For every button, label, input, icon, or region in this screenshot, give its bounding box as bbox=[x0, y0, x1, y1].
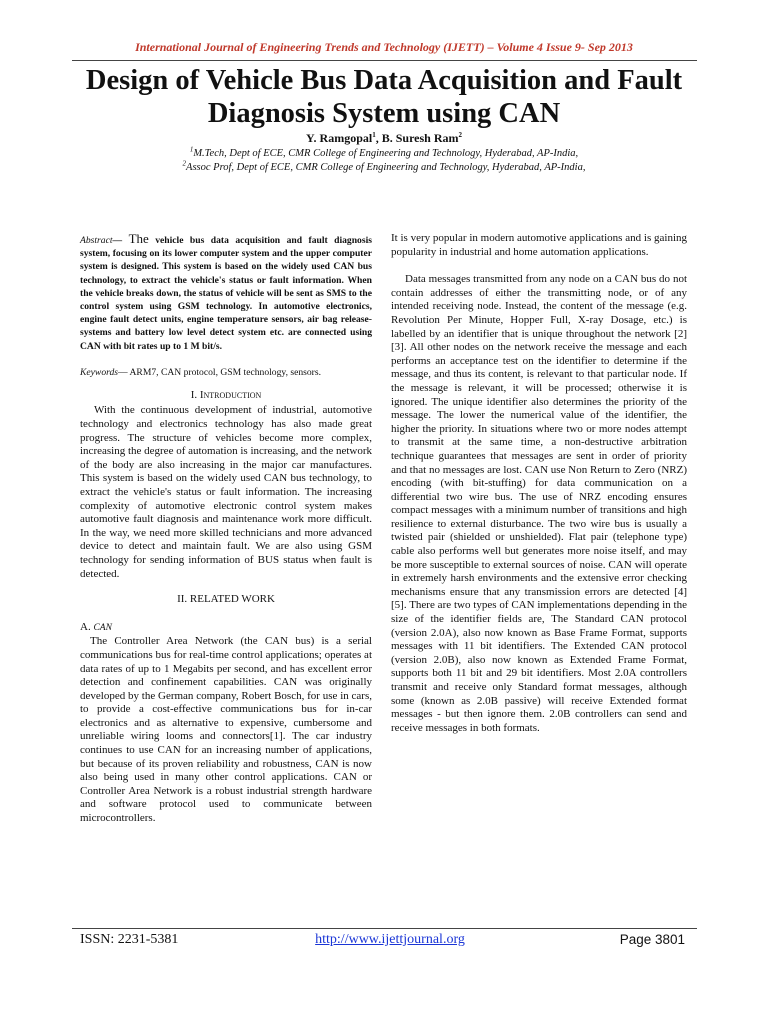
keywords bbox=[80, 367, 372, 379]
paper-title bbox=[40, 64, 728, 130]
keywords-label: Keywords bbox=[80, 366, 119, 378]
affiliation-1-sup: 1 bbox=[189, 145, 194, 154]
abstract-text: vehicle bus data acquisition and fault diagnosis system, focusing on its lower computer system and the upper computer system is designed. This system is based on the widely used CAN bus technology, to extract the vehicle's status or fault information. When the vehicle breaks down, the status of vehicle will be sent as SMS to the control system using GSM technology. In automotive electronics, engine fault detect units, engine temperature sensors, air bag release-systems and battery low level detect system etc. are connected using CAN with bit rates up to 1 M bit/s. bbox=[80, 235, 372, 352]
author-sep: , bbox=[375, 131, 382, 145]
subsection-heading-can bbox=[80, 621, 372, 636]
abstract-label: Abstract bbox=[80, 235, 113, 246]
left-column bbox=[80, 232, 372, 826]
intro-number: I. bbox=[190, 388, 200, 401]
title-line-2: Diagnosis System using CAN bbox=[207, 98, 561, 129]
abstract bbox=[80, 232, 372, 353]
affiliation-1 bbox=[0, 145, 768, 160]
author-1-sup: 1 bbox=[372, 131, 376, 139]
intro-title: Introduction bbox=[199, 388, 262, 401]
affiliation-1-text: M.Tech, Dept of ECE, CMR College of Engineering and Technology, Hyderabad, AP-India, bbox=[193, 148, 579, 159]
subsection-name: CAN bbox=[93, 622, 112, 633]
affiliation-2 bbox=[0, 159, 768, 174]
author-2: B. Suresh Ram bbox=[381, 131, 459, 145]
right-paragraph-2: Data messages transmitted from any node on a CAN bus do not contain addresses of either the transmitting node, or of any intended receiving node. Instead, the content of the message (e.g. Revolution Per Minute, Hopper Full, X-ray Dosage, etc.) is labelled by an identifier that is unique throughout the network [2] [3]. All other nodes on the network receive the message and each performs an acceptance test on the identifier to determine if the message, and thus its content, is relevant to that particular node. If the message is relevant, it will be processed; otherwise it is ignored. The unique identifier also determines the priority of the message. The lower the numerical value of the identifier, the higher the priority. In situations where two or more nodes attempt to transmit at the same time, a non-destructive arbitration technique guarantees that messages are sent in order of priority and that no messages are lost. CAN use Non Return to Zero (NRZ) encoding (with bit-stuffing) for data communication on a differential two wire bus. The use of NRZ encoding ensures compact messages with a minimum number of transitions and high resilience to external disturbance. The two wire bus is usually a twisted pair (shielded or unshielded). Flat pair (telephone type) cable also performs well but generates more noise itself, and may be more susceptible to external sources of noise. CAN will operate in extremely harsh environments and the extensive error checking mechanisms ensure that any transmission errors are detected [4] [5]. There are two types of CAN implementations depending in the size of the identifier fields are, The Standard CAN protocol (version 2.0A), also now known as Base Frame Format, supports messages with 11 bit identifiers. The Extended CAN protocol (version 2.0B), also now known as Extended Frame Format, supports both 11 bit and 29 bit identifiers. Most 2.0A controllers transmit and receive only Standard format messages, although some (known as 2.0B passive) will receive Extended format messages - but then ignore them. 2.0B controllers can send and receive messages in both formats. bbox=[391, 273, 687, 734]
header-rule bbox=[72, 60, 697, 61]
page-footer bbox=[80, 932, 685, 952]
right-column bbox=[391, 232, 687, 735]
author-list bbox=[0, 131, 768, 146]
footer-rule bbox=[72, 928, 697, 929]
affiliation-2-text: Assoc Prof, Dept of ECE, CMR College of Engineering and Technology, Hyderabad, AP-India, bbox=[186, 162, 586, 173]
can-paragraph: The Controller Area Network (the CAN bus) is a serial communications bus for real-time control applications; operates at data rates of up to 1 Megabits per second, and has excellent error detection and confinement capabilities. CAN was originally developed by the German company, Robert Bosch, for use in cars, to provide a cost-effective communications bus for in-car electronics and as alternative to expensive, cumbersome and unreliable wiring looms and connectors[1]. The car industry continues to use CAN for an increasing number of applications, but because of its proven reliability and robustness, CAN is now also being used in many other control applications. CAN or Controller Area Network is a robust industrial strength hardware and software protocol used to communicate between microcontrollers. bbox=[80, 635, 372, 825]
title-line-1: Design of Vehicle Bus Data Acquisition and Fault bbox=[85, 65, 683, 96]
journal-header: International Journal of Engineering Trends and Technology (IJETT) – Volume 4 Issue 9- Sep 2013 bbox=[135, 40, 633, 54]
section-heading-related-work: II. RELATED WORK bbox=[177, 593, 275, 606]
author-2-sup: 2 bbox=[458, 131, 463, 139]
footer-page-number: Page 3801 bbox=[619, 932, 685, 947]
affiliation-2-sup: 2 bbox=[182, 159, 187, 168]
introduction-paragraph: With the continuous development of industrial, automotive technology and electronics technology has also made great progress. The structure of vehicles become more complex, increasing the degree of automation is increasing, and the network of the body are also increasing in the major car manufactures. This system is based on the widely used CAN bus technology, to extract the vehicle's status or fault information. The increasing complexity of automotive electronic control system makes automotive fault diagnosis and maintenance work more difficult. In the way, we need more skilled technicians and more advanced device to detect and maintain fault. We are also using GSM technology for sending information of BUS status when fault is detected. bbox=[80, 404, 373, 580]
keywords-text: — ARM7, CAN protocol, GSM technology, sensors. bbox=[118, 366, 322, 378]
author-1: Y. Ramgopal bbox=[305, 131, 373, 145]
abstract-dash: — bbox=[112, 235, 129, 246]
abstract-lead-word: The bbox=[128, 231, 149, 246]
footer-issn: ISSN: 2231-5381 bbox=[80, 932, 179, 947]
subsection-letter: A. bbox=[80, 620, 91, 633]
right-paragraph-1: It is very popular in modern automotive applications and is gaining popularity in industrial and home automation applications. bbox=[391, 232, 687, 258]
section-heading-introduction bbox=[80, 389, 372, 403]
footer-journal-link[interactable]: http://www.ijettjournal.org bbox=[315, 932, 465, 947]
